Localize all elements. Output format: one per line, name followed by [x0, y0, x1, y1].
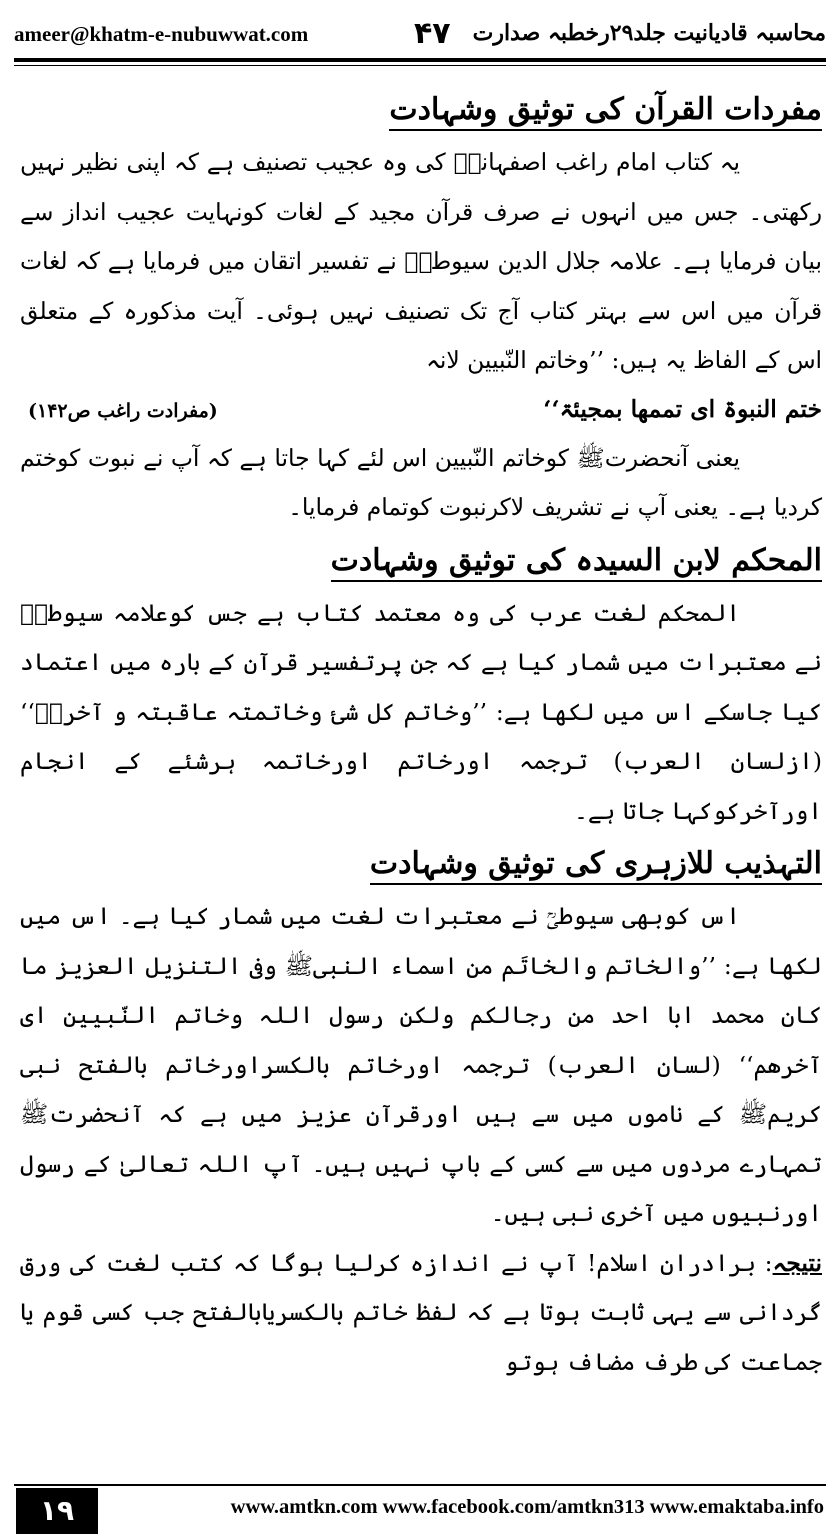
footer-links: www.amtkn.com www.facebook.com/amtkn313 www.emaktaba.info: [230, 1496, 824, 1518]
section-paragraph: یہ کتاب امام راغب اصفہانیؒ کی وہ عجیب تصنیف ہے کہ اپنی نظیر نہیں رکھتی۔ جس میں انہوں نے صرف قرآن مجید کے لغات کونہایت عجیب انداز سے بیان فرمایا ہے۔ علامہ جلال الدین سیوطیؒ نے تفسیر اتقان میں فرمایا ہے کہ لغات قرآن میں اس سے بہتر کتاب آج تک تصنیف نہیں ہوئی۔ آیت مذکورہ کے متعلق اس کے الفاظ یہ ہیں: ’’وخاتم النّبیین لانہ: [20, 148, 822, 374]
quote-reference-line: [20, 386, 822, 434]
page-header: [14, 14, 826, 54]
footer-rule: [14, 1484, 826, 1486]
conclusion-label: نتیجہ: [772, 1248, 822, 1277]
section-heading: التہذیب للازہری کی توثیق وشہادت: [20, 836, 822, 892]
source-reference: (مفرادت راغب ص۱۴۲): [28, 399, 218, 422]
arabic-quote: ختم النبوۃ ای تممھا بمجیئۃ‘‘: [543, 394, 822, 423]
page-body: [20, 82, 822, 1457]
conclusion-paragraph: [20, 1239, 822, 1388]
header-page-number: ۴۷: [414, 16, 451, 51]
section-paragraph: اس کوبھی سیوطیؒ نے معتبرات لغت میں شمار کیا ہے۔ اس میں لکھا ہے: ’’والخاتم والخاتَم من اسماء النبیﷺ وفی التنزیل العزیز ما کان محمد ابا احد من رجالکم ولکن رسول اللہ وخاتم النّبیین ای آخرھم‘‘ (لسان العرب) ترجمہ اورخاتم بالکسراورخاتم بالفتح نبی کریمﷺ کے ناموں میں سے ہیں اورقرآن عزیز میں ہے کہ آنحضرتﷺ تمہارے مردوں میں سے کسی کے باپ نہیں ہیں۔ آپ اللہ تعالیٰ کے رسول اورنبیوں میں آخری نبی ہیں۔: [20, 902, 822, 1227]
translation-paragraph: یعنی آنحضرتﷺ کوخاتم النّبیین اس لئے کہا جاتا ہے کہ آپ نے نبوت کوختم کردیا ہے۔ یعنی آپ نے تشریف لاکرنبوت کوتمام فرمایا۔: [20, 443, 822, 521]
section-heading: المحکم لابن السیدہ کی توثیق وشہادت: [20, 533, 822, 589]
header-rule-thick: [14, 58, 826, 62]
header-book-title: محاسبہ قادیانیت جلد۲۹رخطبہ صدارت: [472, 20, 826, 46]
section-paragraph: المحکم لغت عرب کی وہ معتمد کتاب ہے جس کوعلامہ سیوطیؒ نے معتبرات میں شمار کیا ہے کہ جن پرتفسیر قرآن کے بارہ میں اعتماد کیا جاسکے اس میں لکھا ہے: ’’وخاتم کل شئ وخاتمتہ عاقبتہ و آخرہٗ‘‘ (ازلسان العرب) ترجمہ اورخاتم اورخاتمہ ہرشئے کے انجام اورآخرکوکہا جاتا ہے۔: [20, 598, 822, 825]
footer-sheet-number: ۱۹: [16, 1488, 98, 1534]
conclusion-text: : برادران اسلام! آپ نے اندازہ کرلیا ہوگا کہ کتب لغت کی ورق گردانی سے یہی ثابت ہوتا ہے کہ لفظ خاتم بالکسریابالفتح جب کسی قوم یا جماعت کی طرف مضاف ہوتو: [20, 1248, 822, 1376]
header-rule-thin: [14, 65, 826, 66]
section-heading: مفردات القرآن کی توثیق وشہادت: [20, 82, 822, 138]
header-email: ameer@khatm-e-nubuwwat.com: [14, 22, 309, 46]
